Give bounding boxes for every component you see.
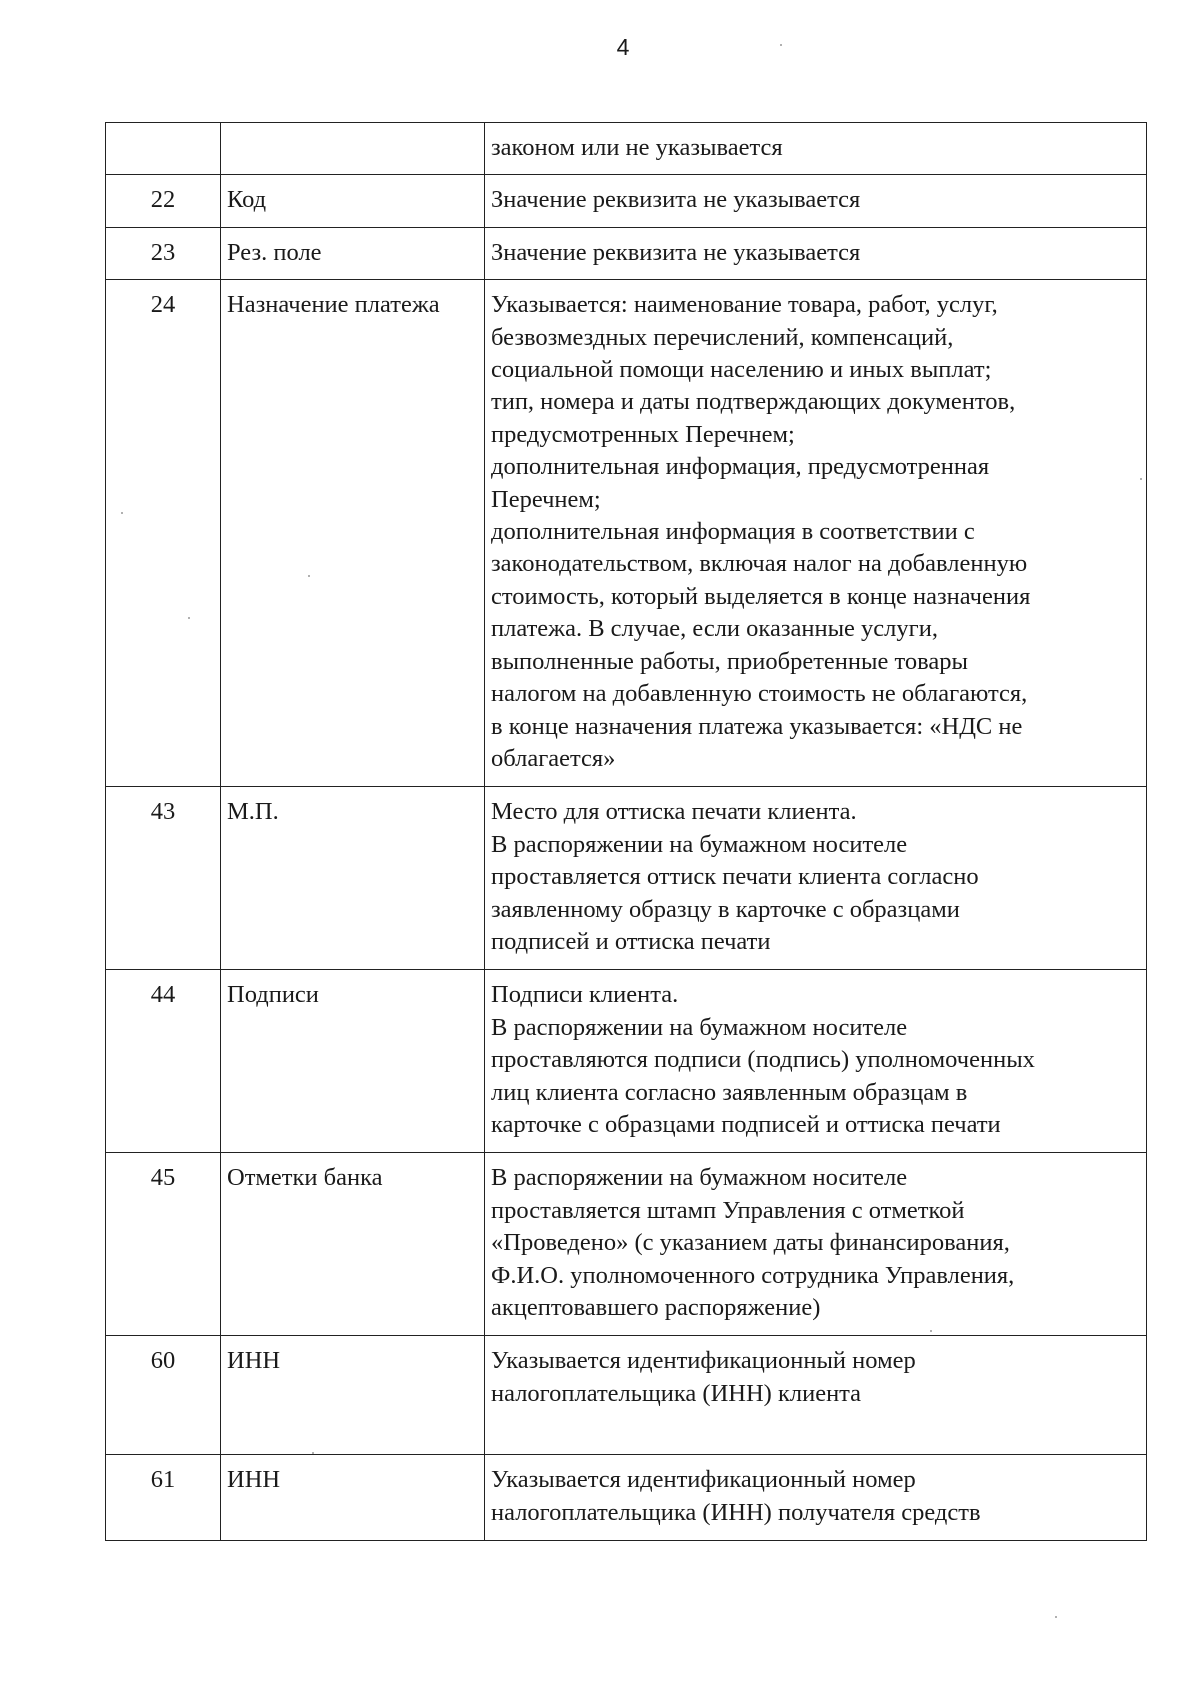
- field-name: Рез. поле: [221, 227, 485, 279]
- scan-speck: [930, 1330, 932, 1332]
- scan-speck: [1055, 1616, 1057, 1618]
- row-number: 45: [106, 1153, 221, 1336]
- field-name: [221, 123, 485, 175]
- field-description: Место для оттиска печати клиента. В распоряжении на бумажном носителе проставляется оттиск печати клиента согласно заявленному образцу в карточке с образцами подписей и оттиска печати: [485, 787, 1147, 970]
- scan-speck: [121, 512, 123, 514]
- field-description: Указывается: наименование товара, работ, услуг, безвозмездных перечислений, компенсаций, социальной помощи населению и иных выплат; тип, номера и даты подтверждающих документов, предусмотренных Перечнем; дополнительная информация, предусмотренная Перечнем; дополнительная информация в соответствии с законодательством, включая налог на добавленную стоимость, который выделяется в конце назначения платежа. В случае, если оказанные услуги, выполненные работы, приобретенные товары налогом на добавленную стоимость не облагаются, в конце назначения платежа указывается: «НДС не облагается»: [485, 280, 1147, 787]
- scan-speck: [1140, 478, 1142, 480]
- field-description: законом или не указывается: [485, 123, 1147, 175]
- table-row: [106, 227, 1147, 279]
- row-number: 61: [106, 1455, 221, 1541]
- field-description: Указывается идентификационный номер налогоплательщика (ИНН) клиента: [485, 1336, 1147, 1455]
- row-number: [106, 123, 221, 175]
- field-description: Значение реквизита не указывается: [485, 175, 1147, 227]
- table-row: [106, 175, 1147, 227]
- field-description: Значение реквизита не указывается: [485, 227, 1147, 279]
- row-number: 24: [106, 280, 221, 787]
- field-description: Указывается идентификационный номер налогоплательщика (ИНН) получателя средств: [485, 1455, 1147, 1541]
- field-name: Код: [221, 175, 485, 227]
- table-row: [106, 1153, 1147, 1336]
- field-description: Подписи клиента. В распоряжении на бумажном носителе проставляются подписи (подпись) уполномоченных лиц клиента согласно заявленным образцам в карточке с образцами подписей и оттиска печати: [485, 970, 1147, 1153]
- requisites-table: [105, 122, 1147, 1541]
- table-row: [106, 787, 1147, 970]
- table-row: [106, 970, 1147, 1153]
- field-name: Подписи: [221, 970, 485, 1153]
- page-number: 4: [616, 34, 630, 60]
- row-number: 44: [106, 970, 221, 1153]
- row-number: 22: [106, 175, 221, 227]
- table-row: [106, 1455, 1147, 1541]
- scan-speck: [780, 44, 782, 46]
- table-row: [106, 280, 1147, 787]
- field-name: Назначение платежа: [221, 280, 485, 787]
- field-name: Отметки банка: [221, 1153, 485, 1336]
- row-number: 23: [106, 227, 221, 279]
- field-name: ИНН: [221, 1455, 485, 1541]
- scan-speck: [312, 1452, 314, 1454]
- table-row: [106, 1336, 1147, 1455]
- row-number: 43: [106, 787, 221, 970]
- field-name: ИНН: [221, 1336, 485, 1455]
- scan-speck: [308, 575, 310, 577]
- row-number: 60: [106, 1336, 221, 1455]
- field-description: В распоряжении на бумажном носителе проставляется штамп Управления с отметкой «Проведено» (с указанием даты финансирования, Ф.И.О. уполномоченного сотрудника Управления, акцептовавшего распоряжение): [485, 1153, 1147, 1336]
- table-row: [106, 123, 1147, 175]
- scan-speck: [188, 617, 190, 619]
- field-name: М.П.: [221, 787, 485, 970]
